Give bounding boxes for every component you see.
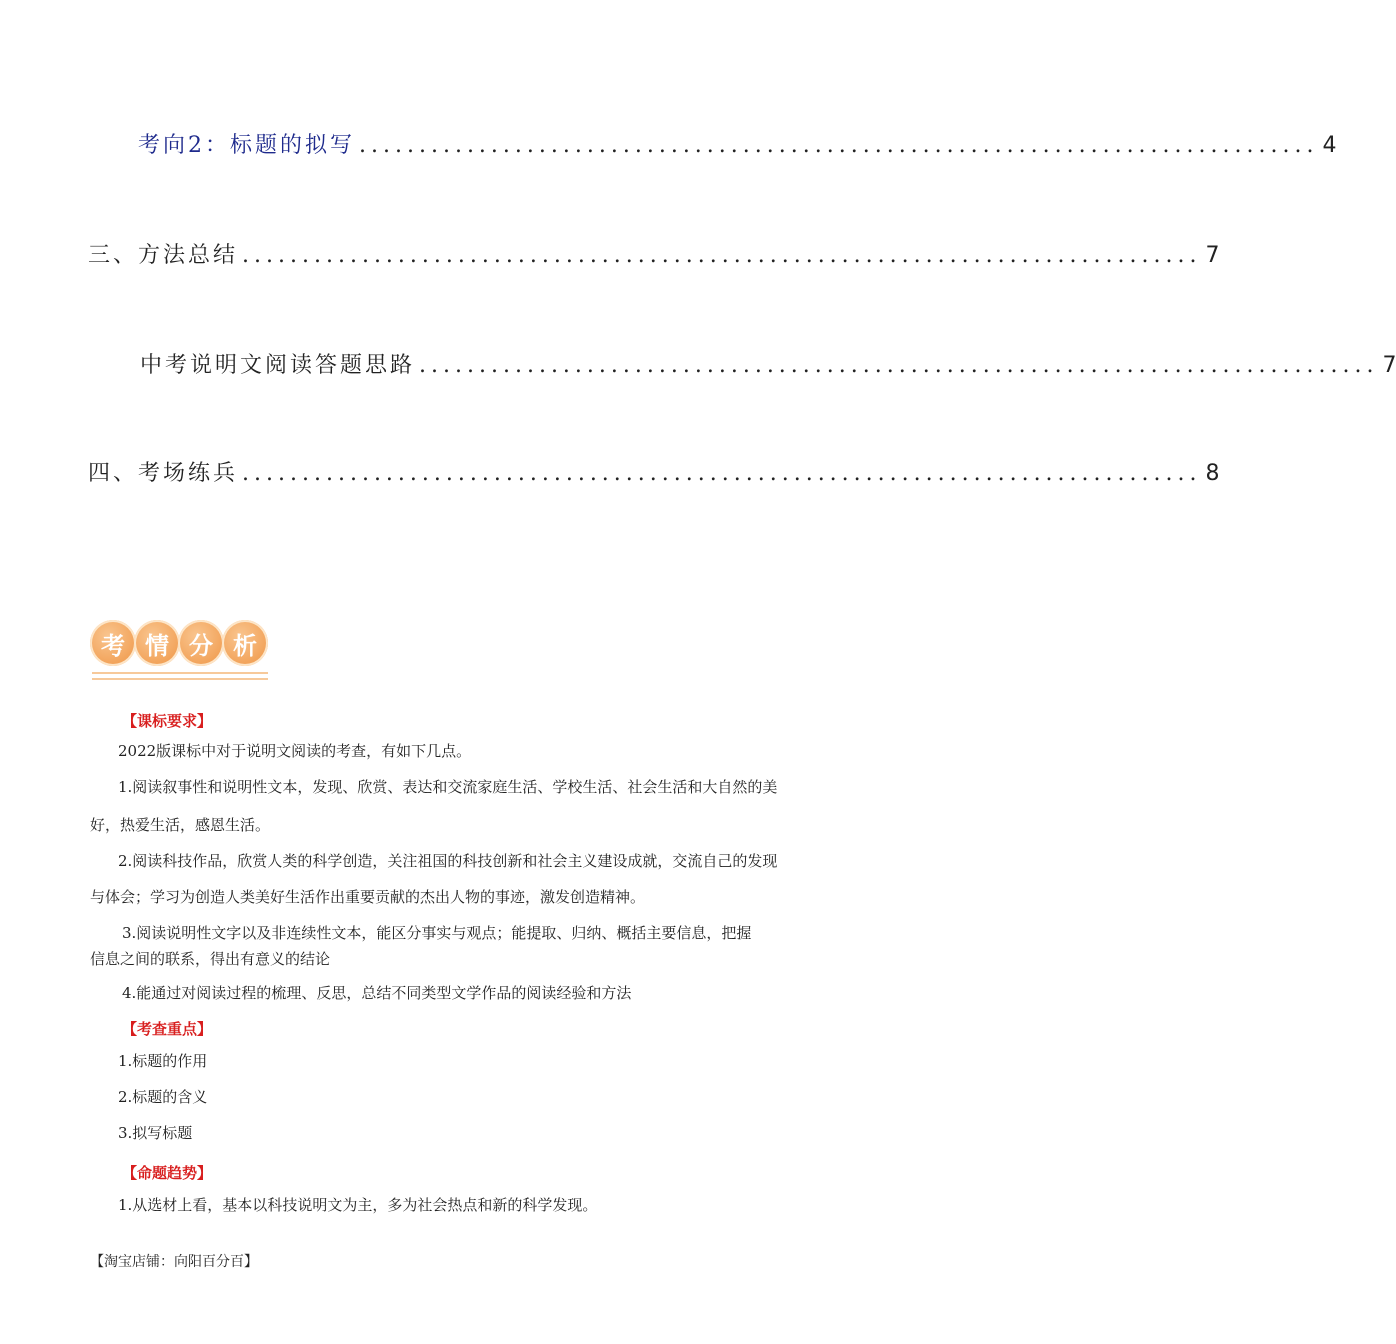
standards-p4: 4.能通过对阅读过程的梳理、反思，总结不同类型文学作品的阅读经验和方法 (122, 984, 632, 1002)
standards-p2-line1: 2.阅读科技作品，欣赏人类的科学创造，关注祖国的科技创新和社会主义建设成就，交流自己的发现 (118, 852, 778, 870)
trend-p1: 1.从选材上看，基本以科技说明文为主，多为社会热点和新的科学发现。 (118, 1196, 598, 1214)
standards-heading: 【课标要求】 (122, 712, 213, 730)
toc-leader-dots: ................................................................................ (359, 133, 1319, 158)
standards-p2-line2: 与体会；学习为创造人类美好生活作出重要贡献的杰出人物的事迹，激发创造精神。 (90, 888, 646, 906)
toc-entry-method-summary[interactable] (88, 238, 1220, 269)
toc-label: 考向2：标题的拟写 (138, 133, 355, 158)
banner-char: 析 (222, 620, 268, 666)
toc-page-number: 4 (1322, 133, 1337, 158)
banner-underline (92, 672, 268, 674)
toc-label: 中考说明文阅读答题思路 (140, 353, 416, 378)
banner-char: 分 (178, 620, 224, 666)
focus-item: 2.标题的含义 (118, 1088, 208, 1106)
toc-entry-exam-practice[interactable] (88, 456, 1220, 487)
standards-p1-line2: 好，热爱生活，感恩生活。 (90, 816, 271, 834)
trend-heading: 【命题趋势】 (122, 1164, 213, 1182)
banner-underline (92, 678, 268, 680)
toc-leader-dots: ................................................................................ (419, 353, 1379, 378)
standards-intro: 2022版课标中对于说明文阅读的考查，有如下几点。 (118, 742, 472, 760)
toc-leader-dots: ................................................................................ (242, 461, 1202, 486)
toc-page-number: 7 (1205, 243, 1220, 268)
banner-char: 情 (134, 620, 180, 666)
standards-p3-line1: 3.阅读说明性文字以及非连续性文本，能区分事实与观点；能提取、归纳、概括主要信息，把握 (122, 924, 752, 942)
footer-shop-note: 【淘宝店铺：向阳百分百】 (90, 1254, 258, 1270)
toc-page-number: 7 (1382, 353, 1396, 378)
focus-item: 3.拟写标题 (118, 1124, 193, 1142)
exam-analysis-banner (88, 616, 272, 676)
toc-label: 四、考场练兵 (88, 461, 239, 486)
standards-p3-line2: 信息之间的联系，得出有意义的结论 (90, 950, 331, 968)
toc-label: 三、方法总结 (88, 243, 239, 268)
banner-char: 考 (90, 620, 136, 666)
toc-leader-dots: ................................................................................ (242, 243, 1202, 268)
focus-heading: 【考查重点】 (122, 1020, 213, 1038)
toc-page-number: 8 (1205, 461, 1220, 486)
toc-entry-title-drafting[interactable] (138, 128, 1337, 159)
focus-item: 1.标题的作用 (118, 1052, 208, 1070)
standards-p1-line1: 1.阅读叙事性和说明性文本，发现、欣赏、表达和交流家庭生活、学校生活、社会生活和大自然的美 (118, 778, 778, 796)
toc-entry-answer-approach[interactable] (140, 348, 1396, 379)
